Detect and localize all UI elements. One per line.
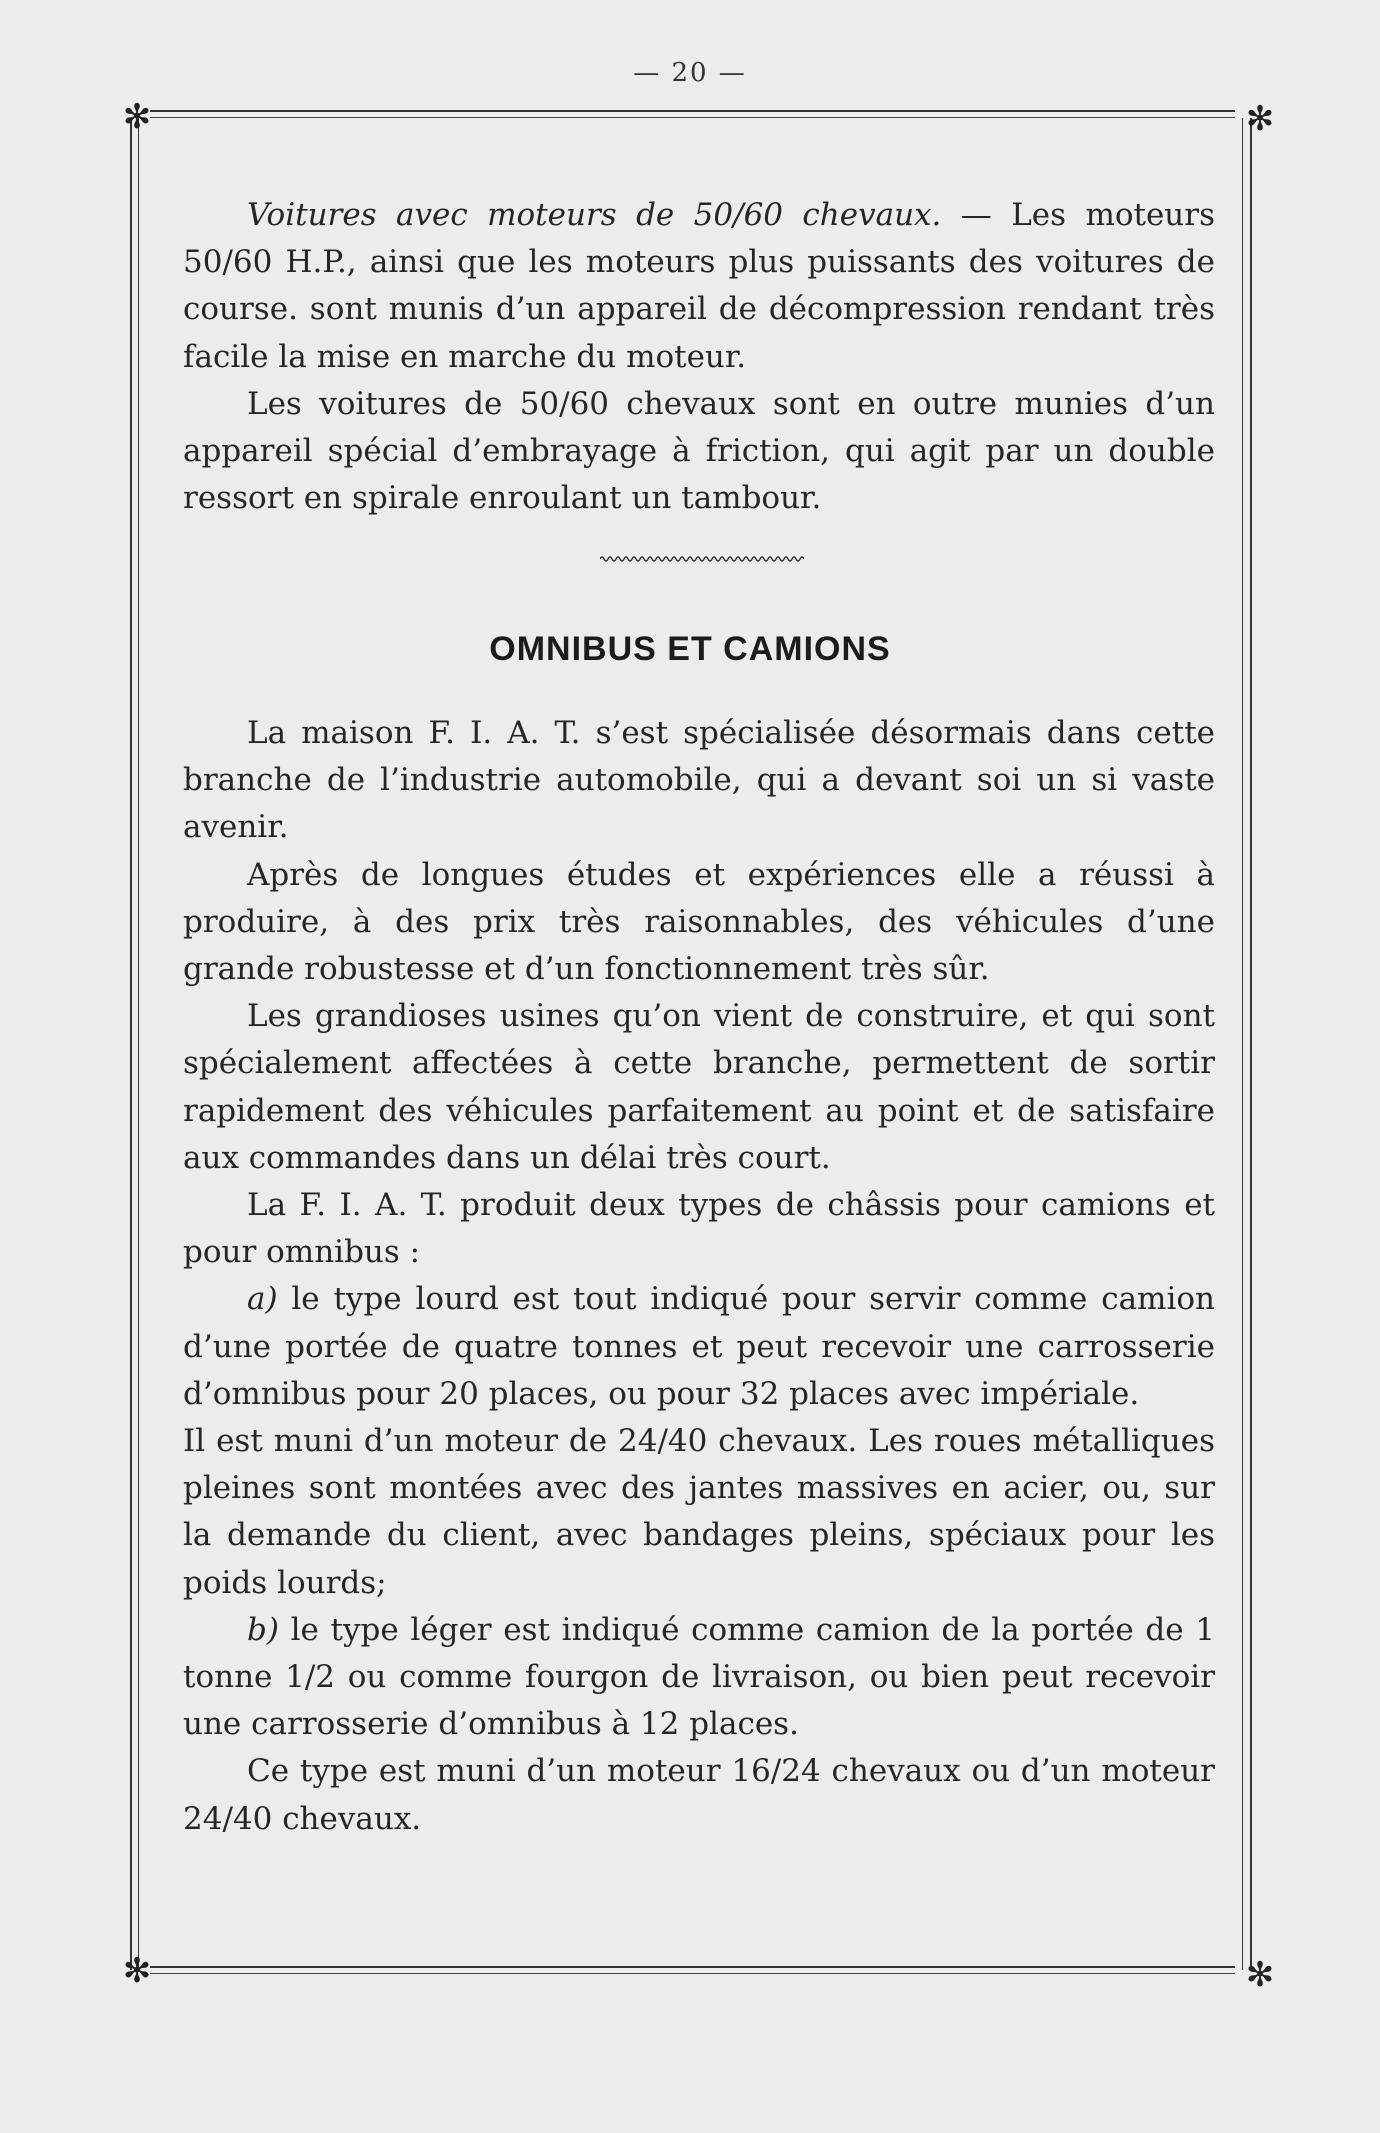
type-b-paragraph: [183, 1607, 1215, 1749]
body-paragraph: Les grandioses usines qu’on vient de construire, et qui sont spécialement affectées à cette branche, permettent de sortir rapidement des véhicules parfaitement au point et de satisfaire aux commandes dans un délai très court.: [183, 998, 1215, 1176]
flower-ornament-icon: ✻: [1245, 99, 1275, 139]
type-a-label: a): [247, 1281, 278, 1318]
page-number: — 20 —: [633, 58, 747, 88]
type-b-label: b): [247, 1611, 279, 1648]
type-a-detail: Il est muni d’un moteur de 24/40 chevaux. Les roues métalliques pleines sont montées avec des jantes massives en acier, ou, sur la demande du client, avec bandages pleins, spéciaux pour les poids lourds;: [183, 1423, 1215, 1601]
wavy-separator-icon: [600, 554, 804, 564]
body-paragraph: Après de longues études et expériences elle a réussi à produire, à des prix très raisonnables, des véhicules d’une grande robustesse et d’un fonctionnement très sûr.: [183, 856, 1215, 988]
intro-text: [183, 192, 1215, 522]
type-a-text: le type lourd est tout indiqué pour servir comme camion d’une portée de quatre tonnes et peut recevoir une carrosserie d’omnibus pour 20 places, ou pour 32 places avec impériale.: [183, 1281, 1215, 1412]
section-title: OMNIBUS ET CAMIONS: [489, 630, 891, 668]
frame-top-rule: [150, 110, 1235, 118]
intro-heading: Voitures avec moteurs de 50/60 chevaux.: [247, 197, 942, 233]
type-b-detail: Ce type est muni d’un moteur 16/24 chevaux ou d’un moteur 24/40 chevaux.: [183, 1753, 1215, 1837]
section-body: [183, 710, 1215, 1843]
intro-paragraph: Les voitures de 50/60 chevaux sont en outre munies d’un appareil spécial d’embrayage à friction, qui agit par un double ressort en spirale enroulant un tambour.: [183, 385, 1215, 517]
flower-ornament-icon: ✻: [1245, 1955, 1275, 1995]
body-paragraph: La F. I. A. T. produit deux types de châssis pour camions et pour omnibus :: [183, 1187, 1215, 1271]
intro-paragraph: [183, 192, 1215, 381]
type-b-text: le type léger est indiqué comme camion de la portée de 1 tonne 1/2 ou comme fourgon de livraison, ou bien peut recevoir une carrosserie d’omnibus à 12 places.: [183, 1611, 1215, 1743]
body-paragraph: La maison F. I. A. T. s’est spécialisée désormais dans cette branche de l’industrie automobile, qui a devant soi un si vaste avenir.: [183, 715, 1215, 846]
intro-paragraph-text: — Les moteurs 50/60 H.P., ainsi que les moteurs plus puissants des voitures de course. sont munis d’un appareil de décompression rendant très facile la mise en marche du moteur.: [183, 197, 1215, 375]
flower-ornament-icon: ✻: [122, 1951, 152, 1991]
flower-ornament-icon: ✻: [122, 97, 152, 137]
type-a-paragraph: [183, 1276, 1215, 1418]
frame-bottom-rule: [150, 1966, 1235, 1974]
